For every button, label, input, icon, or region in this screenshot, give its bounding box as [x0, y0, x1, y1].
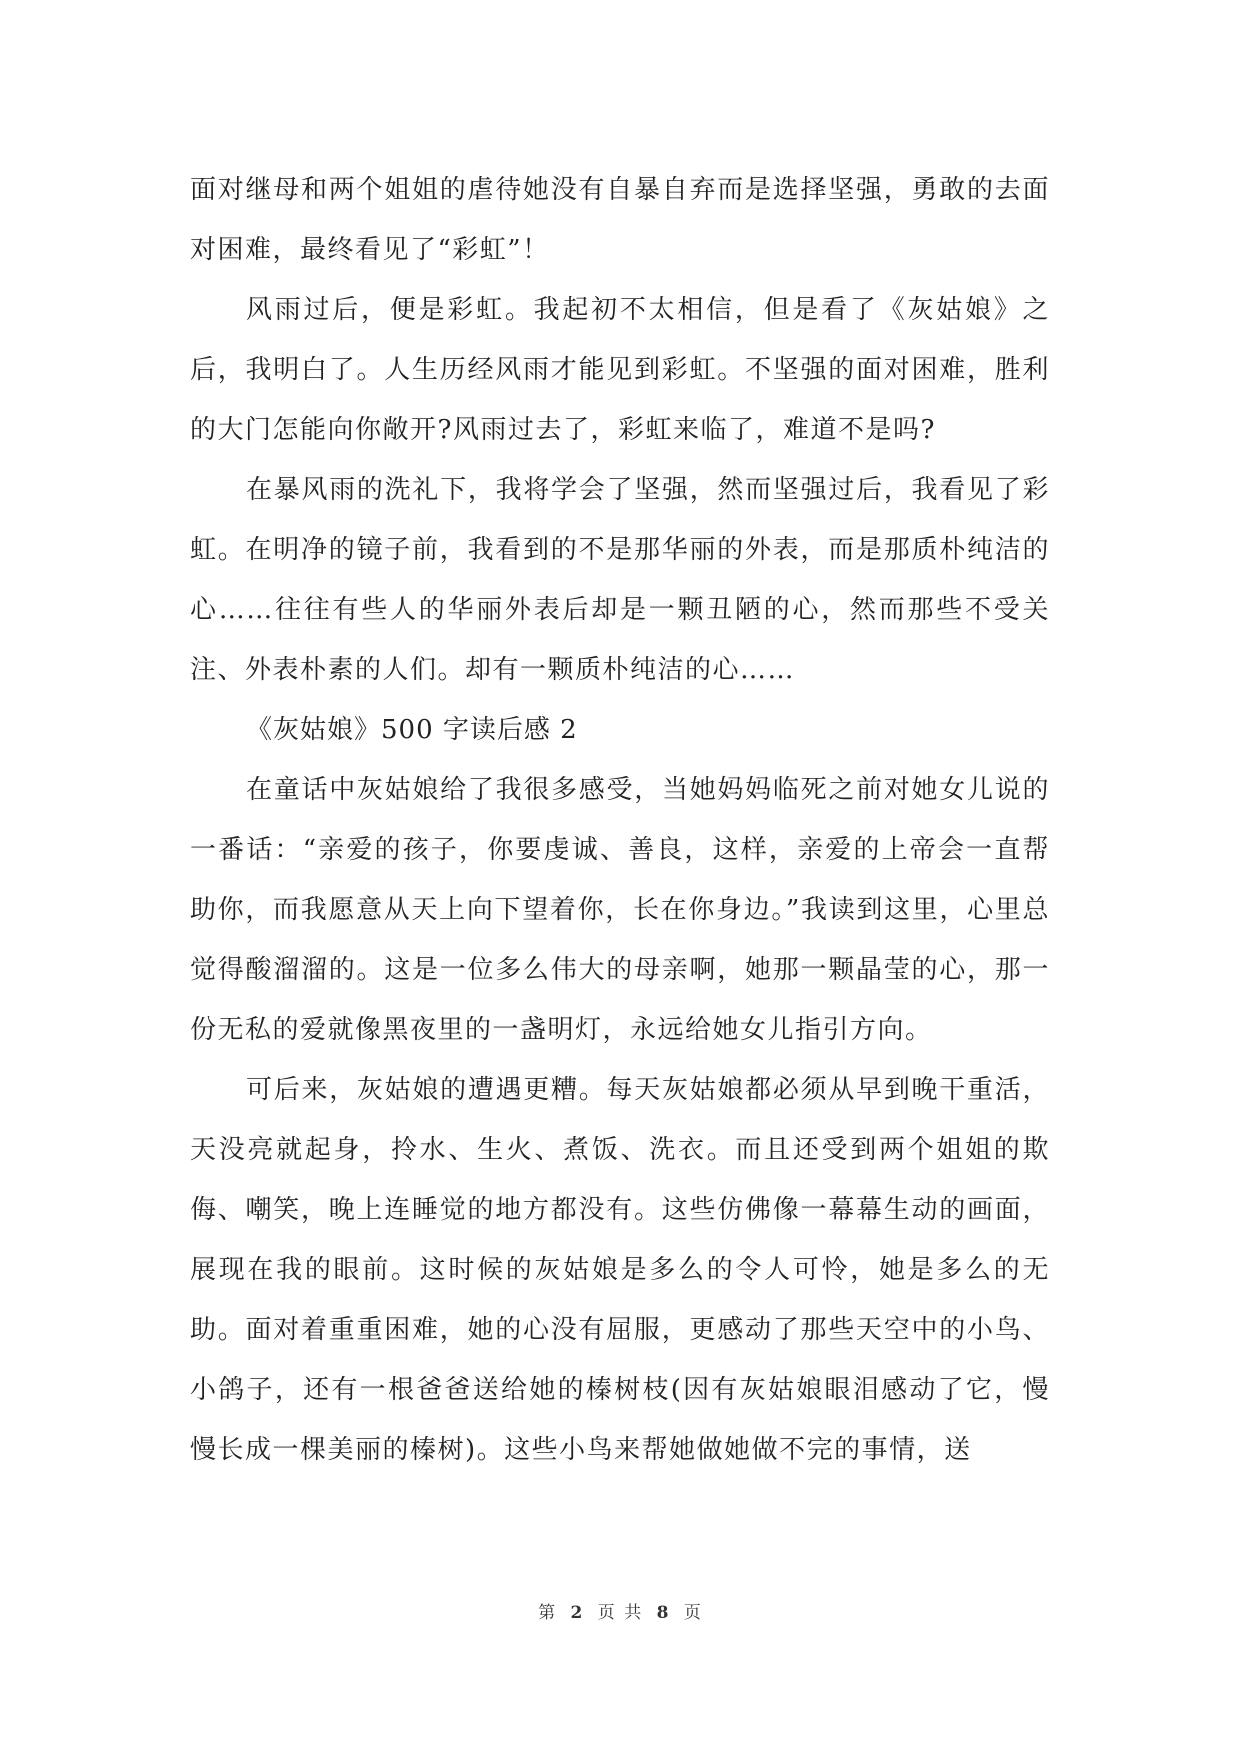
page-footer — [0, 1598, 1241, 1623]
paragraph-2: 风雨过后，便是彩虹。我起初不太相信，但是看了《灰姑娘》之后，我明白了。人生历经风雨才能见到彩虹。不坚强的面对困难，胜利的大门怎能向你敞开?风雨过去了，彩虹来临了，难道不是吗? — [190, 295, 1050, 445]
section-heading: 《灰姑娘》500 字读后感 2 — [246, 715, 578, 745]
paragraph-5: 可后来，灰姑娘的遭遇更糟。每天灰姑娘都必须从早到晚干重活，天没亮就起身，拎水、生火、煮饭、洗衣。而且还受到两个姐姐的欺侮、嘲笑，晚上连睡觉的地方都没有。这些仿佛像一幕幕生动的画面，展现在我的眼前。这时候的灰姑娘是多么的令人可怜，她是多么的无助。面对着重重困难，她的心没有屈服，更感动了那些天空中的小鸟、小鸽子，还有一根爸爸送给她的榛树枝(因有灰姑娘眼泪感动了它，慢慢长成一棵美丽的榛树)。这些小鸟来帮她做她做不完的事情，送 — [190, 1075, 1050, 1465]
footer-suffix: 页 — [683, 1603, 703, 1623]
footer-prefix: 第 — [538, 1603, 558, 1623]
document-body — [190, 160, 1050, 1480]
footer-total-pages: 8 — [656, 1603, 671, 1623]
paragraph-1: 面对继母和两个姐姐的虐待她没有自暴自弃而是选择坚强，勇敢的去面对困难，最终看见了“彩虹”！ — [190, 175, 1050, 265]
footer-middle: 页 共 — [597, 1603, 644, 1623]
paragraph-3: 在暴风雨的洗礼下，我将学会了坚强，然而坚强过后，我看见了彩虹。在明净的镜子前，我看到的不是那华丽的外表，而是那质朴纯洁的心……往往有些人的华丽外表后却是一颗丑陋的心，然而那些不受关注、外表朴素的人们。却有一颗质朴纯洁的心…… — [190, 475, 1050, 685]
paragraph-4: 在童话中灰姑娘给了我很多感受，当她妈妈临死之前对她女儿说的一番话：“亲爱的孩子，你要虔诚、善良，这样，亲爱的上帝会一直帮助你，而我愿意从天上向下望着你，长在你身边。”我读到这里，心里总觉得酸溜溜的。这是一位多么伟大的母亲啊，她那一颗晶莹的心，那一份无私的爱就像黑夜里的一盏明灯，永远给她女儿指引方向。 — [190, 775, 1050, 1045]
footer-page-number: 2 — [570, 1603, 585, 1623]
